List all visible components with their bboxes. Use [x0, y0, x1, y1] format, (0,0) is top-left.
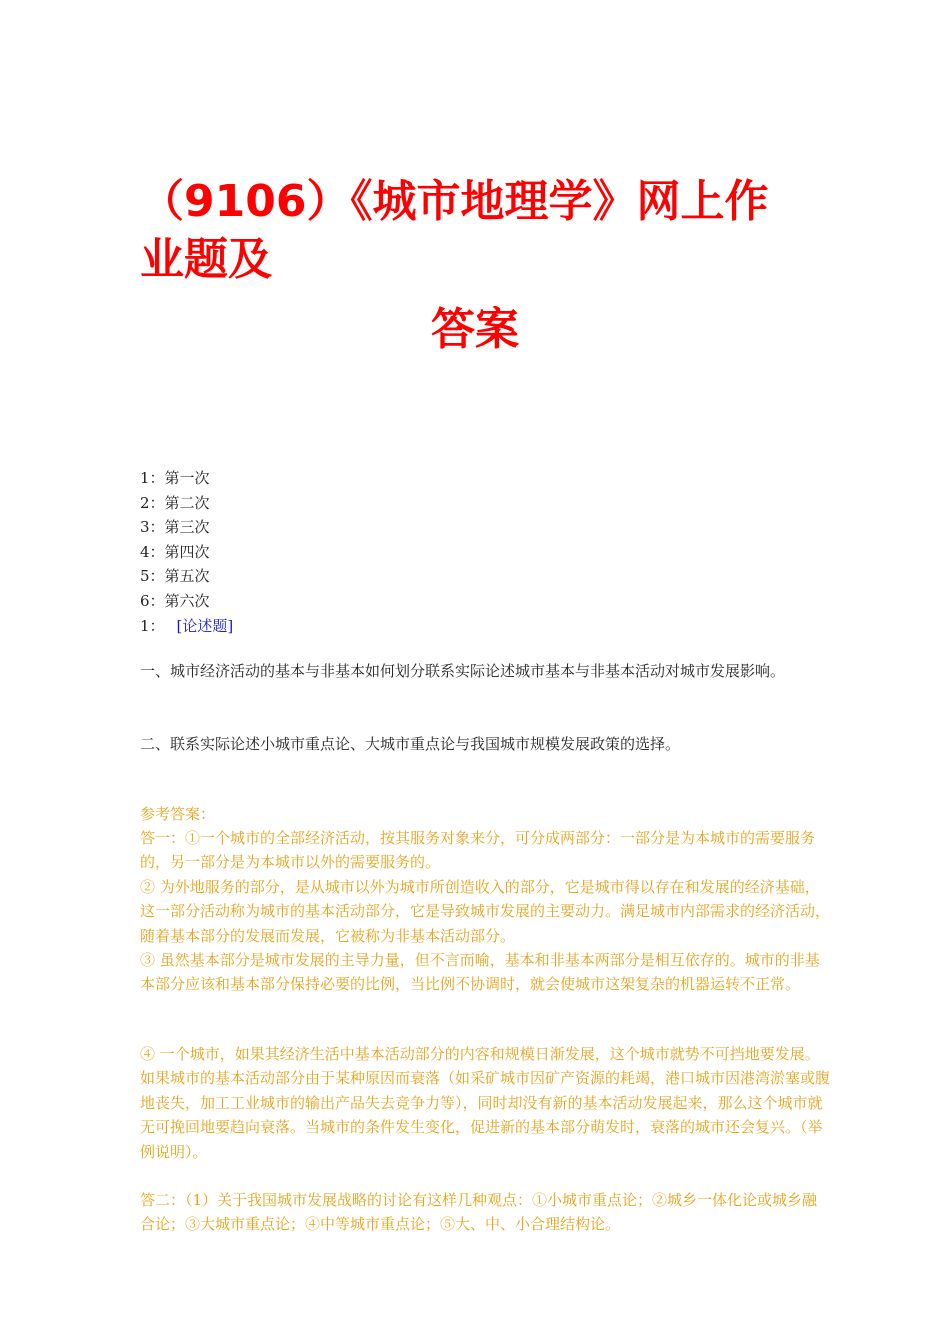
toc-item-label: 第四次 [164, 542, 210, 561]
section-heading [140, 614, 233, 639]
toc-item[interactable] [140, 589, 233, 614]
question-2: 二、联系实际论述小城市重点论、大城市重点论与我国城市规模发展政策的选择。 [140, 735, 681, 753]
toc-item[interactable] [140, 564, 233, 589]
answer-1-part-b [140, 1042, 830, 1164]
toc-item-label: 第三次 [164, 518, 210, 537]
toc-item-label: 第六次 [164, 591, 210, 610]
answer-1-paragraph-4: ④ 一个城市，如果其经济生活中基本活动部分的内容和规模日渐发展，这个城市就势不可挡地要发展。如果城市的基本活动部分由于某种原因而衰落（如采矿城市因矿产资源的耗竭，港口城市因港湾淤塞或腹地丧失，加工工业城市的输出产品失去竞争力等），同时却没有新的基本活动发展起来，那么这个城市就无可挽回地要趋向衰落。当城市的条件发生变化，促进新的基本部分萌发时，衰落的城市还会复兴。（举例说明）。 [140, 1045, 831, 1161]
toc-item-label: 第五次 [164, 567, 210, 586]
answer-1-part-a [140, 826, 830, 997]
toc-item-label: 第二次 [164, 493, 210, 512]
answer-2-paragraph-1: 答二：（1）关于我国城市发展战略的讨论有这样几种观点：①小城市重点论；②城乡一体化论或城乡融合论；③大城市重点论；④中等城市重点论；⑤大、中、小合理结构论。 [140, 1191, 818, 1234]
reference-answer-label: 参考答案： [140, 805, 216, 823]
document-title-line-1: （9106）《城市地理学》网上作 [140, 176, 769, 227]
answer-2 [140, 1188, 830, 1237]
toc-item-number: 2： [140, 493, 165, 512]
document-title-line-3: 答案 [431, 304, 519, 355]
toc-item[interactable] [140, 515, 233, 540]
answer-1-paragraph-2: ② 为外地服务的部分，是从城市以外为城市所创造收入的部分，它是城市得以存在和发展的经济基础，这一部分活动称为城市的基本活动部分，它是导致城市发展的主要动力。满足城市内部需求的经济活动，随着基本部分的发展而发展，它被称为非基本活动部分。 [140, 877, 831, 945]
toc-item-label: 第一次 [164, 469, 210, 487]
document-title-line-2: 业题及 [140, 234, 272, 285]
toc-item-number: 1： [140, 469, 165, 487]
toc-item-number: 5： [140, 567, 165, 586]
answer-1-paragraph-1: 答一：①一个城市的全部经济活动，按其服务对象来分，可分成两部分：一部分是为本城市的需要服务的，另一部分是为本城市以外的需要服务的。 [140, 829, 816, 872]
question-1: 一、城市经济活动的基本与非基本如何划分联系实际论述城市基本与非基本活动对城市发展影响。 [140, 662, 786, 680]
toc-item[interactable] [140, 540, 233, 565]
answer-1-paragraph-3: ③ 虽然基本部分是城市发展的主导力量，但不言而喻，基本和非基本两部分是相互依存的。城市的非基本部分应该和基本部分保持必要的比例，当比例不协调时，就会使城市这架复杂的机器运转不正常。 [140, 951, 820, 994]
section-link[interactable]: [论述题] [176, 616, 234, 635]
section-number: 1： [140, 616, 165, 635]
toc-item-number: 3： [140, 518, 165, 537]
toc-item[interactable] [140, 466, 233, 491]
toc-item-number: 6： [140, 591, 165, 610]
table-of-contents [140, 466, 233, 638]
toc-item[interactable] [140, 491, 233, 516]
toc-item-number: 4： [140, 542, 165, 561]
